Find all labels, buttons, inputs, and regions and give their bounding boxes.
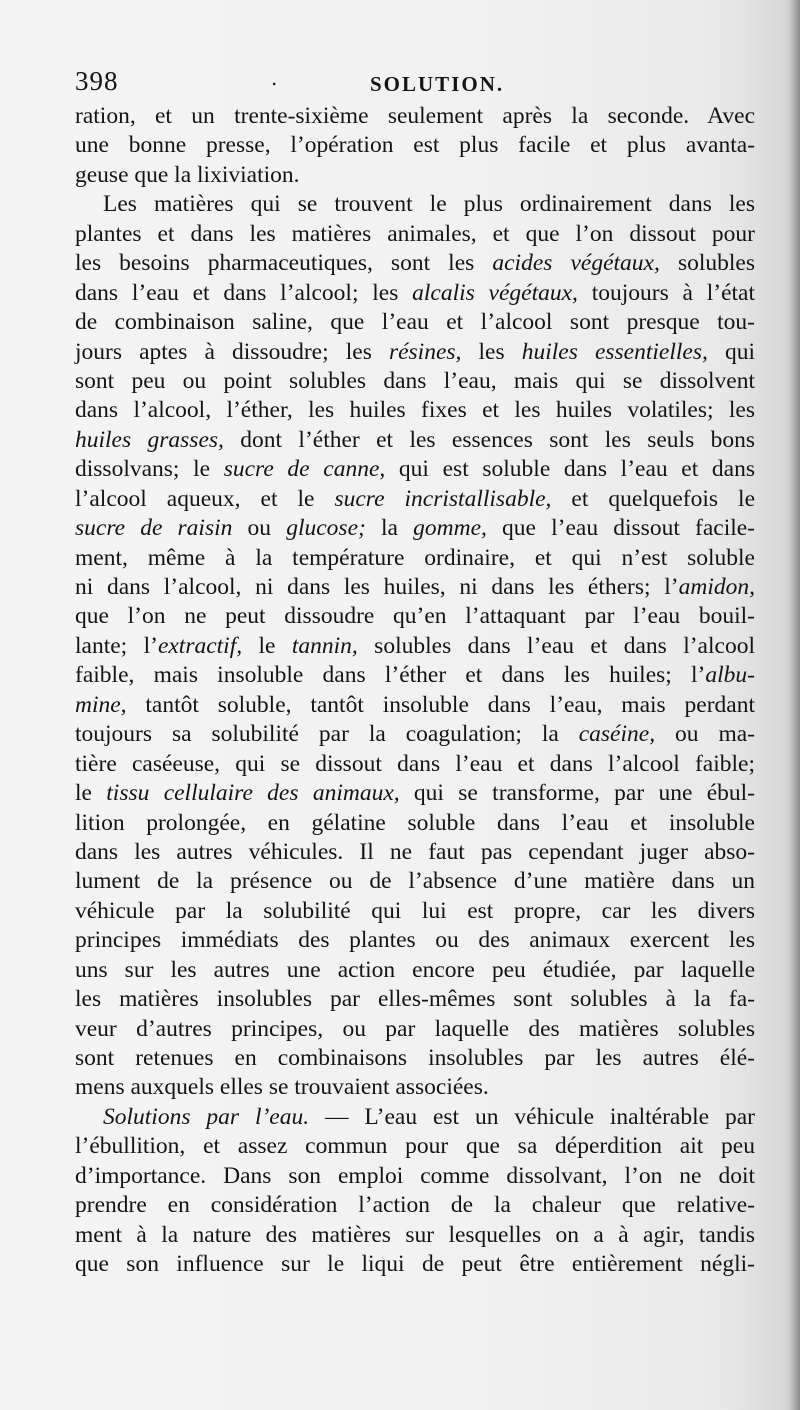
- text-line: que son influence sur le liqui de peut être entièrement négli-: [75, 1251, 755, 1278]
- text-line: sucre de raisin ou glucose; la gomme, que l’eau dissout facile-: [75, 515, 756, 542]
- running-head: SOLUTION.: [370, 72, 505, 96]
- text-line: faible, mais insoluble dans l’éther et dans les huiles; l’albu-: [75, 662, 755, 689]
- text-line: l’alcool aqueux, et le sucre incristallisable, et quelquefois le: [75, 485, 756, 512]
- text-line: les besoins pharmaceutiques, sont les acides végétaux, solubles: [75, 250, 755, 277]
- text-line: sont peu ou point solubles dans l’eau, mais qui se dissolvent: [75, 367, 755, 394]
- page-number: 398: [75, 66, 119, 96]
- text-line: ration, et un trente-sixième seulement après la seconde. Avec: [75, 103, 755, 129]
- text-line: ment, même à la température ordinaire, et qui n’est soluble: [75, 544, 755, 571]
- header-mark: .: [271, 66, 278, 90]
- text-line: dans l’alcool, l’éther, les huiles fixes et les huiles volatiles; les: [75, 397, 755, 424]
- body-text: [75, 102, 755, 1280]
- page-header: [75, 66, 755, 100]
- text-line: de combinaison saline, que l’eau et l’alcool sont presque tou-: [75, 309, 755, 336]
- text-line: Les matières qui se trouvent le plus ordinairement dans les: [103, 191, 755, 218]
- page-edge-shadow: [790, 0, 800, 1410]
- text-line: dans les autres véhicules. Il ne faut pas cependant juger abso-: [75, 838, 755, 865]
- text-line: lument de la présence ou de l’absence d’une matière dans un: [75, 868, 755, 895]
- text-line: toujours sa solubilité par la coagulation; la caséine, ou ma-: [75, 721, 755, 748]
- text-line: mens auxquels elles se trouvaient associées.: [75, 1074, 489, 1101]
- text-line: dans l’eau et dans l’alcool; les alcalis végétaux, toujours à l’état: [75, 279, 755, 306]
- text-line: d’importance. Dans son emploi comme dissolvant, l’on ne doit: [75, 1162, 755, 1189]
- text-line: lition prolongée, en gélatine soluble dans l’eau et insoluble: [75, 809, 755, 836]
- text-line: les matières insolubles par elles-mêmes sont solubles à la fa-: [75, 986, 755, 1013]
- text-line: une bonne presse, l’opération est plus facile et plus avanta-: [75, 132, 755, 159]
- text-line: ni dans l’alcool, ni dans les huiles, ni dans les éthers; l’amidon,: [75, 574, 755, 600]
- text-line: Solutions par l’eau. — L’eau est un véhicule inaltérable par: [103, 1103, 755, 1130]
- text-line: tière caséeuse, qui se dissout dans l’eau et dans l’alcool faible;: [75, 750, 755, 777]
- text-line: mine, tantôt soluble, tantôt insoluble dans l’eau, mais perdant: [75, 691, 755, 718]
- text-line: dissolvans; le sucre de canne, qui est soluble dans l’eau et dans: [75, 456, 755, 483]
- text-line: véhicule par la solubilité qui lui est propre, car les divers: [75, 897, 755, 924]
- text-line: lante; l’extractif, le tannin, solubles dans l’eau et dans l’alcool: [75, 632, 755, 659]
- text-line: prendre en considération l’action de la chaleur que relative-: [75, 1192, 755, 1219]
- text-line: que l’on ne peut dissoudre qu’en l’attaquant par l’eau bouil-: [75, 603, 755, 630]
- text-line: huiles grasses, dont l’éther et les essences sont les seuls bons: [75, 426, 755, 453]
- text-line: sont retenues en combinaisons insolubles par les autres élé-: [75, 1045, 755, 1071]
- text-line: veur d’autres principes, ou par laquelle des matières solubles: [75, 1015, 755, 1042]
- text-line: ment à la nature des matières sur lesquelles on a à agir, tandis: [75, 1221, 755, 1248]
- text-line: le tissu cellulaire des animaux, qui se transforme, par une ébul-: [75, 780, 755, 807]
- text-line: jours aptes à dissoudre; les résines, les huiles essentielles, qui: [75, 338, 755, 365]
- text-line: l’ébullition, et assez commun pour que sa déperdition ait peu: [75, 1133, 755, 1160]
- text-line: geuse que la lixiviation.: [75, 161, 300, 188]
- text-line: uns sur les autres une action encore peu étudiée, par laquelle: [75, 956, 755, 983]
- text-line: principes immédiats des plantes ou des animaux exercent les: [75, 927, 755, 954]
- text-line: plantes et dans les matières animales, et que l’on dissout pour: [75, 220, 755, 247]
